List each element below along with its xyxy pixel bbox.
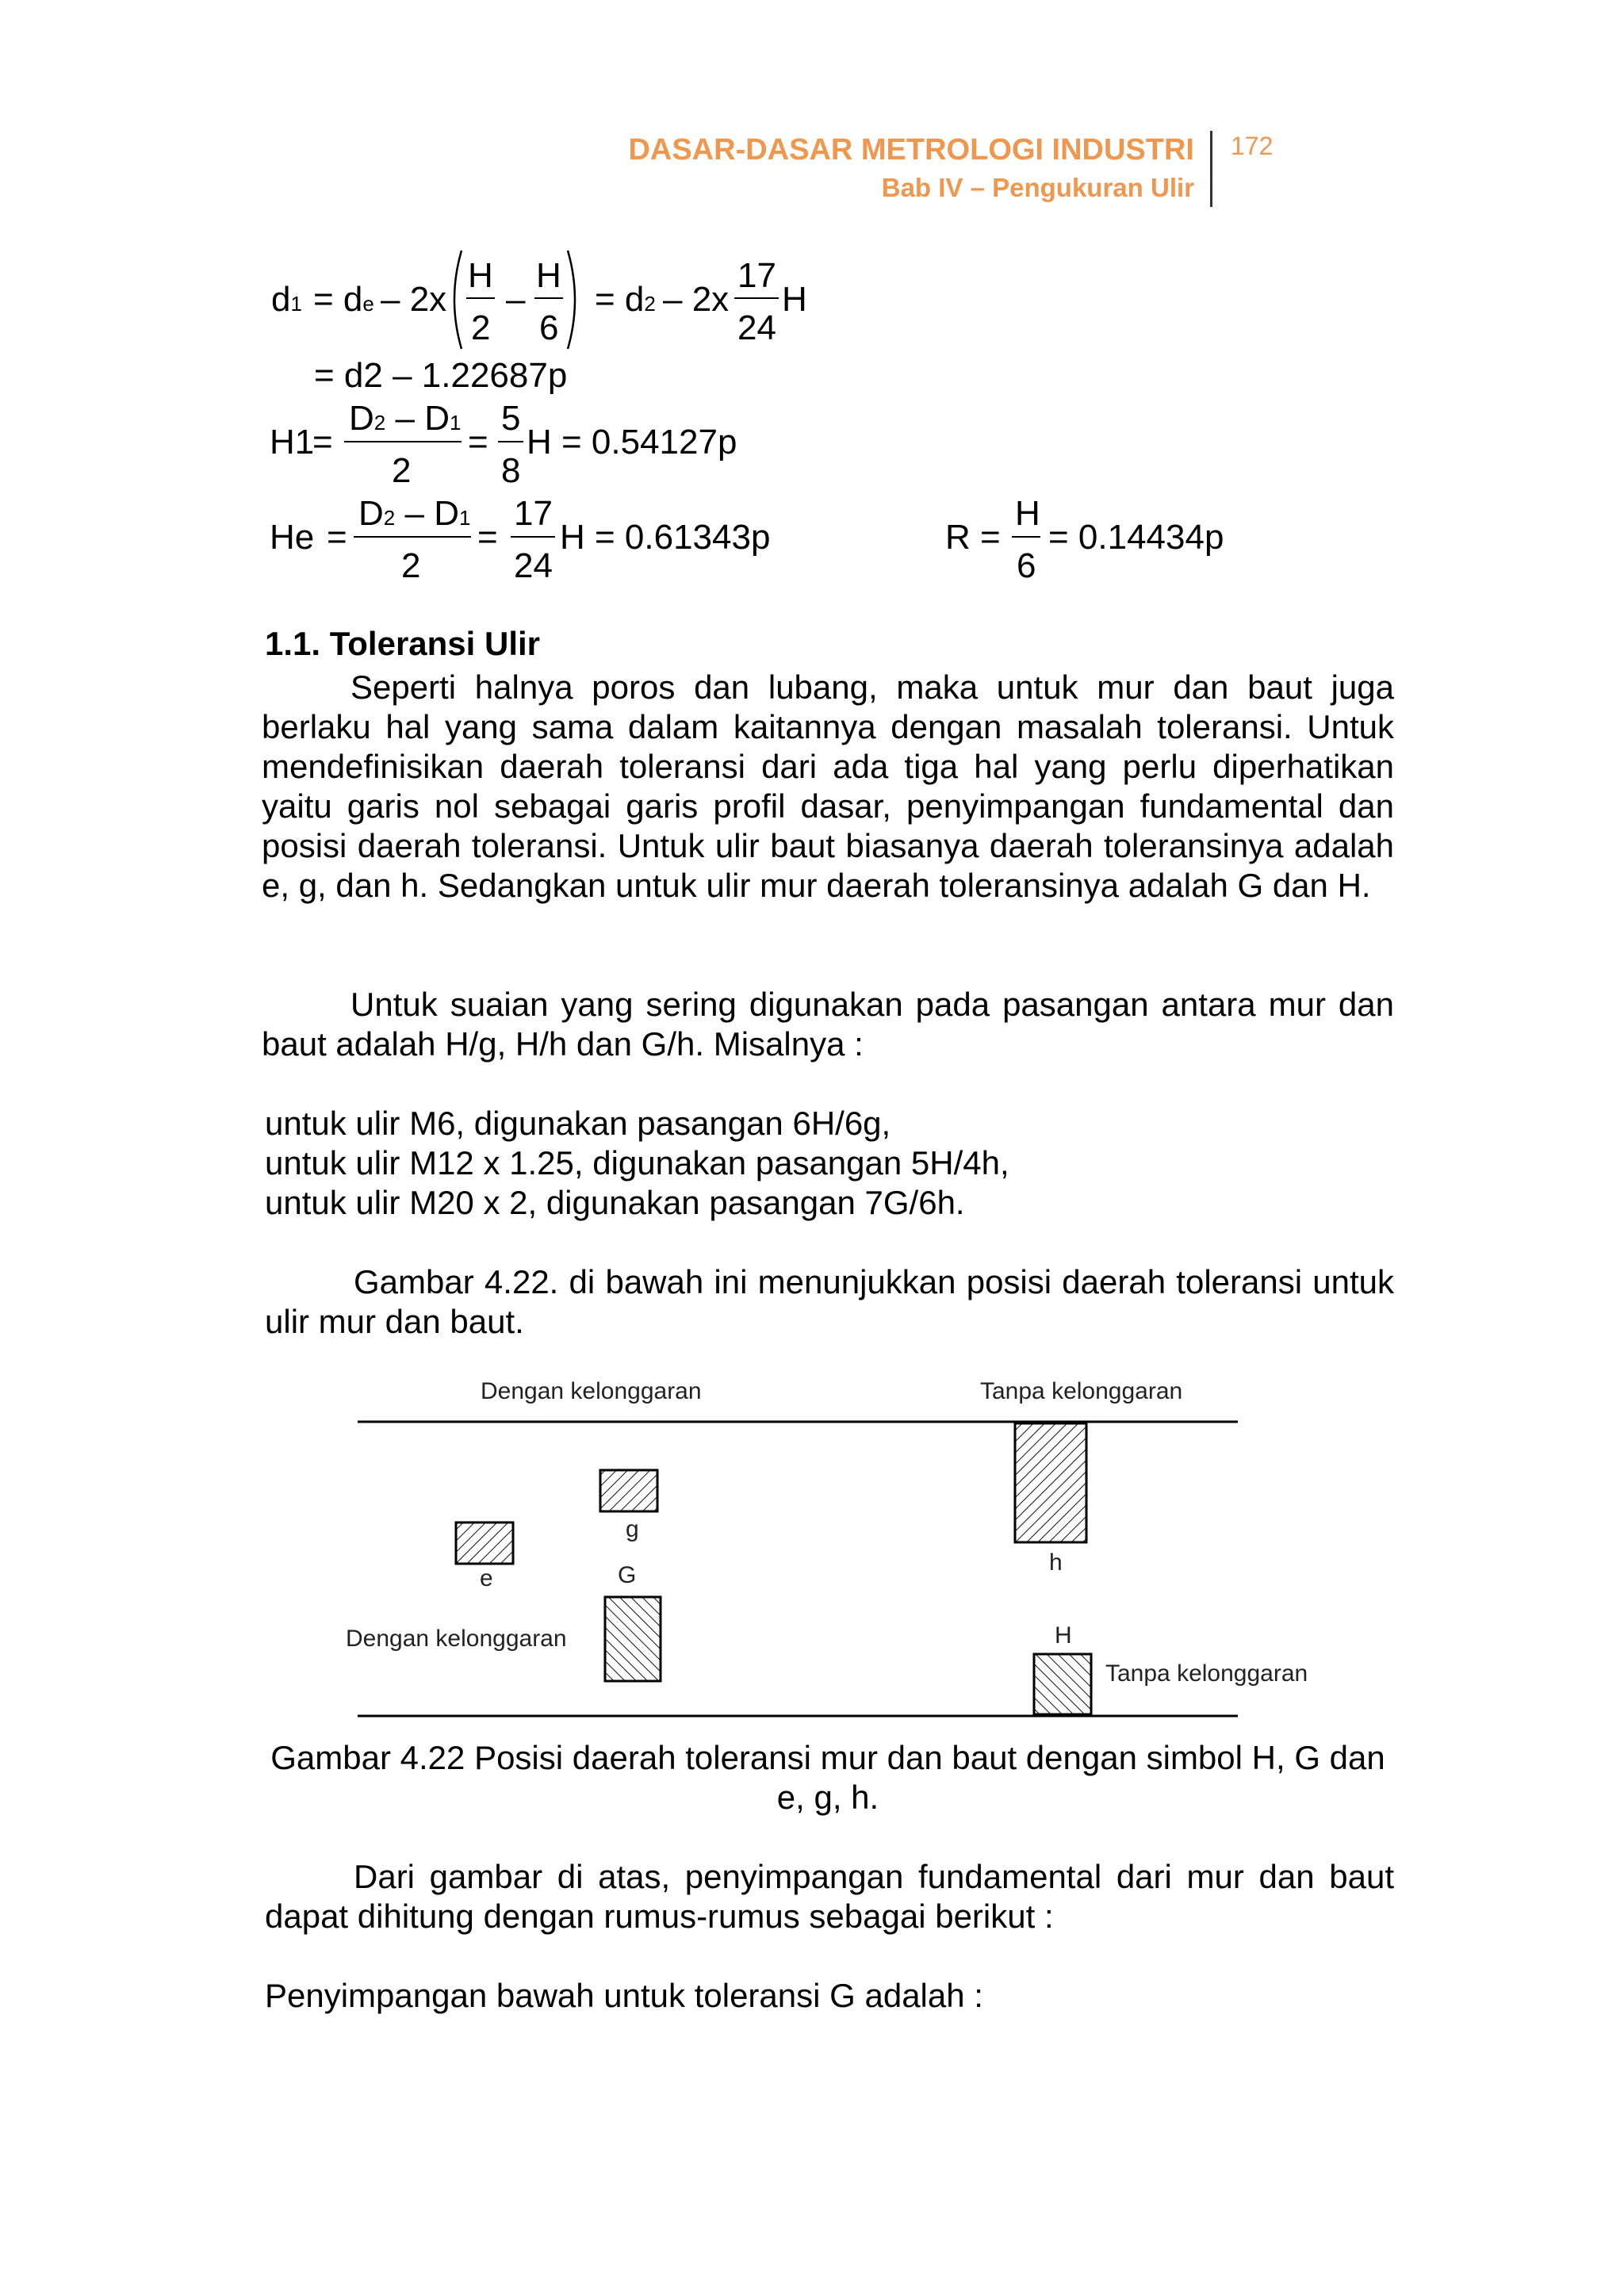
example-m6: untuk ulir M6, digunakan pasangan 6H/6g, [265,1105,891,1142]
f3-eight: 8 [501,451,521,490]
f1-left-paren [446,249,465,350]
paragraph-5: Penyimpangan bawah untuk toleransi G adalah : [265,1977,983,2014]
formula-d1-result: = d2 – 1.22687p [314,356,568,395]
f5-tail: = 0.14434p [1048,518,1224,557]
f4-frac-line-2 [511,536,555,538]
example-m20: untuk ulir M20 x 2, digunakan pasangan 7G/6h. [265,1184,965,1221]
f3-den: 2 [392,451,412,490]
f1-h2: H [536,256,561,295]
f4-lhs: He [270,518,315,557]
f1-eq2: = d [595,280,645,319]
f1-h1: H [468,256,493,295]
f3-frac-line-1 [344,441,462,442]
f1-minus: – [506,280,526,319]
label-h: h [1049,1549,1063,1576]
f4-den: 2 [401,546,421,585]
f4-num17: 17 [514,494,553,533]
label-top-left: Dengan kelonggaran [481,1378,702,1404]
f1-six: 6 [539,308,559,347]
f1-den24: 24 [737,308,776,347]
label-bottom-left: Dengan kelonggaran [346,1626,567,1652]
f1-frac-line-1 [466,297,495,299]
f3-lhs: H1 [270,423,315,461]
f1-minus2x-b: – 2x [663,280,730,319]
zone-e [456,1522,513,1564]
f3-eq: = [312,423,333,461]
section-heading: 1.1. Toleransi Ulir [265,625,541,662]
example-m12: untuk ulir M12 x 1.25, digunakan pasangan 5H/4h, [265,1144,1009,1181]
label-g: g [626,1516,639,1542]
f5-frac-line [1012,536,1040,538]
zone-G [605,1597,661,1681]
page-number: 172 [1231,132,1274,160]
f1-frac-line-2 [534,297,563,299]
f4-tail: H = 0.61343p [560,518,771,557]
label-e: e [480,1565,493,1591]
f5-num: H [1015,494,1040,533]
zone-H [1034,1654,1091,1714]
f1-d2-sub: 2 [644,292,656,316]
f4-frac-line-1 [354,536,471,538]
f4-den24: 24 [514,546,553,585]
f3-tail: H = 0.54127p [527,423,737,461]
paragraph-1: Seperti halnya poros dan lubang, maka untuk mur dan baut juga berlaku hal yang sama dalam kaitannya dengan masalah toleransi. Untuk mendefinisikan daerah toleransi dari ada tiga hal yang perlu diperhatikan yaitu garis nol sebagai garis profil dasar, penyimpangan fundamental dan posisi daerah toleransi. Untuk ulir baut biasanya daerah toleransinya adalah e, g, dan h. Sedangkan untuk ulir mur daerah toleransinya adalah G dan H. [262,668,1394,904]
header-title: DASAR-DASAR METROLOGI INDUSTRI [628,133,1194,167]
f1-frac-line-3 [734,297,779,299]
f1-de-sub: e [362,292,374,316]
zone-g [600,1470,657,1511]
paragraph-4: Dari gambar di atas, penyimpangan fundamental dari mur dan baut dapat dihitung dengan rumus-rumus sebagai berikut : [265,1858,1394,1935]
paragraph-2: Untuk suaian yang sering digunakan pada pasangan antara mur dan baut adalah H/g, H/h dan G/h. Misalnya : [262,986,1394,1063]
paragraph-3: Gambar 4.22. di bawah ini menunjukkan posisi daerah toleransi untuk ulir mur dan baut. [265,1263,1394,1340]
f3-d2: D [349,399,374,438]
f1-lhs: d [271,280,291,319]
f4-d1-sub: 1 [458,506,471,530]
f4-eq2: = [477,518,498,557]
f1-right-paren [565,249,584,350]
f5-den: 6 [1017,546,1036,585]
f4-d2-sub: 2 [383,506,396,530]
f1-num17: 17 [737,256,776,295]
header-divider [1210,131,1212,207]
f3-eq2: = [468,423,488,461]
header-subtitle: Bab IV – Pengukuran Ulir [881,173,1194,202]
f4-d2: D [358,494,384,533]
label-top-right: Tanpa kelonggaran [980,1378,1183,1404]
f3-d1-sub: 1 [449,411,462,435]
figure-caption: Gambar 4.22 Posisi daerah toleransi mur dan baut dengan simbol H, G dan e, g, h. [270,1739,1385,1816]
f1-lhs-sub: 1 [290,292,302,316]
f3-num-minus: – [395,399,415,438]
f4-num-minus: – [404,494,424,533]
label-bottom-right: Tanpa kelonggaran [1105,1660,1308,1687]
f1-eq1: = d [313,280,363,319]
f1-tail: H [782,280,807,319]
label-G: G [618,1562,637,1588]
zone-h [1015,1423,1086,1542]
f1-minus2x: – 2x [381,280,447,319]
f3-frac-line-2 [498,441,523,442]
f3-five: 5 [501,399,521,438]
label-H: H [1055,1622,1072,1649]
f3-d1: D [424,399,450,438]
f3-d2-sub: 2 [373,411,386,435]
f4-d1: D [434,494,459,533]
f4-eq: = [327,518,347,557]
f5-lhs: R = [945,518,1001,557]
f1-two: 2 [471,308,491,347]
